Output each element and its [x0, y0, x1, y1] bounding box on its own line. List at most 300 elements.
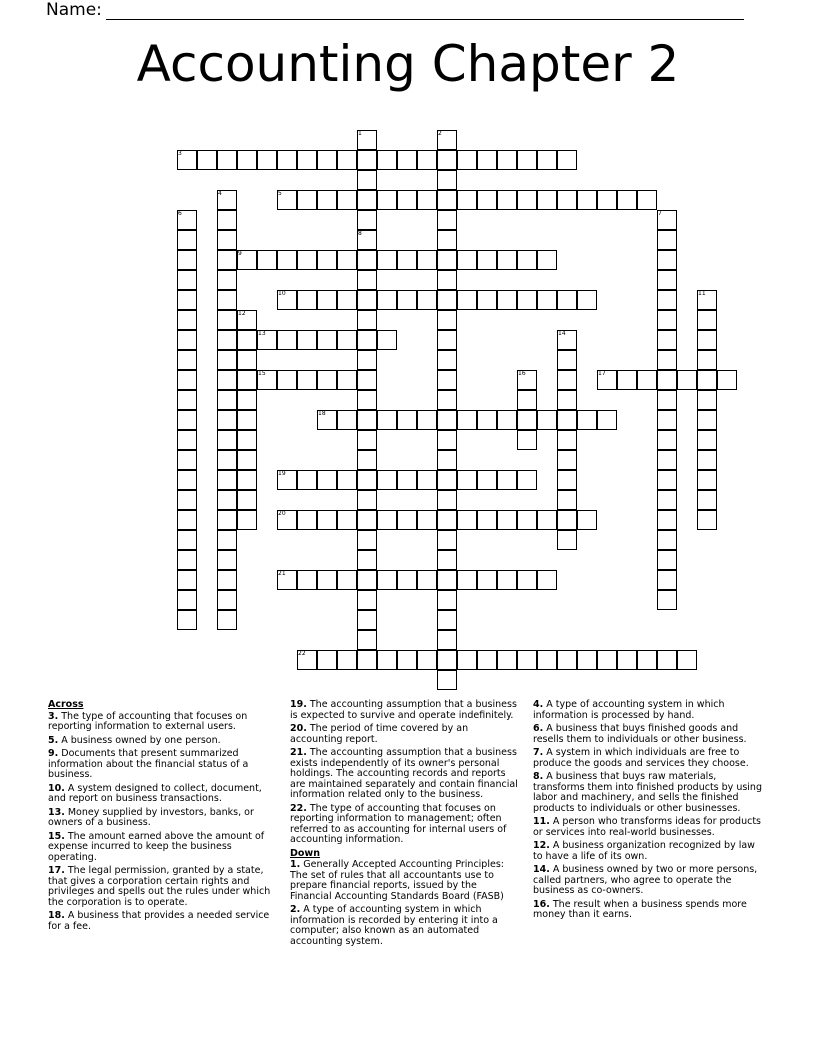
grid-cell[interactable]	[237, 350, 257, 370]
grid-cell[interactable]	[517, 470, 537, 490]
grid-cell[interactable]	[437, 450, 457, 470]
grid-cell[interactable]	[697, 430, 717, 450]
grid-cell[interactable]	[357, 530, 377, 550]
grid-cell[interactable]	[417, 190, 437, 210]
grid-cell[interactable]	[297, 470, 317, 490]
grid-cell[interactable]	[237, 430, 257, 450]
grid-cell[interactable]	[657, 270, 677, 290]
grid-cell[interactable]	[517, 510, 537, 530]
grid-cell[interactable]	[217, 330, 237, 350]
grid-cell[interactable]	[177, 250, 197, 270]
grid-cell[interactable]	[417, 290, 437, 310]
grid-cell[interactable]	[537, 150, 557, 170]
grid-cell[interactable]	[297, 570, 317, 590]
grid-cell[interactable]	[697, 510, 717, 530]
grid-cell[interactable]	[217, 230, 237, 250]
grid-cell[interactable]	[557, 450, 577, 470]
grid-cell[interactable]	[557, 350, 577, 370]
grid-cell[interactable]	[637, 370, 657, 390]
clue-text: Generally Accepted Accounting Principles: The set of rules that all accountants use to prepare financial reports, issued by the Financial Accounting Standards Board (FASB)	[290, 859, 504, 902]
grid-cell[interactable]	[437, 590, 457, 610]
grid-cell[interactable]	[177, 530, 197, 550]
grid-cell[interactable]	[617, 190, 637, 210]
grid-cell[interactable]	[397, 650, 417, 670]
grid-cell[interactable]	[497, 470, 517, 490]
grid-cell[interactable]	[697, 470, 717, 490]
grid-cell[interactable]	[317, 370, 337, 390]
grid-cell[interactable]	[277, 250, 297, 270]
grid-cell[interactable]	[517, 150, 537, 170]
grid-cell[interactable]	[377, 470, 397, 490]
grid-cell[interactable]	[377, 290, 397, 310]
grid-cell[interactable]	[657, 250, 677, 270]
clue-number-label: 16.	[533, 898, 550, 910]
grid-cell[interactable]	[357, 430, 377, 450]
grid-cell[interactable]	[437, 210, 457, 230]
grid-cell[interactable]	[637, 650, 657, 670]
grid-cell[interactable]	[397, 570, 417, 590]
grid-cell[interactable]	[177, 230, 197, 250]
grid-cell[interactable]	[177, 330, 197, 350]
down-clue-list	[290, 860, 518, 947]
grid-cell[interactable]	[677, 650, 697, 670]
grid-cell[interactable]	[357, 590, 377, 610]
clue-number-label: 17.	[48, 865, 65, 876]
grid-cell[interactable]	[177, 510, 197, 530]
grid-cell[interactable]	[597, 410, 617, 430]
grid-cell[interactable]	[437, 670, 457, 690]
grid-cell[interactable]	[357, 210, 377, 230]
grid-cell[interactable]	[237, 470, 257, 490]
grid-cell[interactable]	[317, 290, 337, 310]
grid-cell[interactable]	[177, 570, 197, 590]
grid-cell[interactable]	[377, 410, 397, 430]
grid-cell[interactable]	[237, 450, 257, 470]
grid-cell[interactable]	[497, 650, 517, 670]
clue-text: The accounting assumption that a business exists independently of its owner's personal holdings. The accounting records and reports are maintained separately and contain financial information related only to the business.	[290, 747, 518, 800]
grid-cell[interactable]	[357, 170, 377, 190]
grid-cell[interactable]	[217, 510, 237, 530]
grid-cell[interactable]	[417, 570, 437, 590]
grid-cell[interactable]	[417, 410, 437, 430]
grid-cell[interactable]	[517, 430, 537, 450]
grid-cell[interactable]	[217, 410, 237, 430]
grid-cell[interactable]	[577, 190, 597, 210]
grid-cell[interactable]	[437, 550, 457, 570]
grid-cell[interactable]	[357, 310, 377, 330]
grid-cell[interactable]	[477, 250, 497, 270]
grid-cell[interactable]	[357, 350, 377, 370]
grid-cell[interactable]	[377, 510, 397, 530]
clue-number: 3	[178, 150, 182, 157]
grid-cell[interactable]	[237, 390, 257, 410]
clue-number-label: 21.	[290, 747, 307, 758]
grid-cell[interactable]	[217, 470, 237, 490]
grid-cell[interactable]	[217, 210, 237, 230]
grid-cell[interactable]	[697, 490, 717, 510]
grid-cell[interactable]	[177, 610, 197, 630]
grid-cell[interactable]	[617, 370, 637, 390]
grid-cell[interactable]	[697, 390, 717, 410]
grid-cell[interactable]	[497, 570, 517, 590]
grid-cell[interactable]	[457, 470, 477, 490]
clue	[290, 860, 518, 902]
grid-cell[interactable]	[457, 510, 477, 530]
grid-cell[interactable]	[437, 390, 457, 410]
grid-cell[interactable]	[217, 270, 237, 290]
clue-number-label: 7.	[533, 747, 544, 758]
grid-cell[interactable]	[217, 570, 237, 590]
grid-cell[interactable]	[357, 610, 377, 630]
grid-cell[interactable]	[557, 190, 577, 210]
grid-cell[interactable]	[357, 390, 377, 410]
grid-cell[interactable]	[557, 650, 577, 670]
grid-cell[interactable]	[217, 290, 237, 310]
grid-cell[interactable]	[657, 470, 677, 490]
grid-cell[interactable]	[537, 650, 557, 670]
grid-cell[interactable]	[317, 190, 337, 210]
grid-cell[interactable]	[357, 490, 377, 510]
grid-cell[interactable]	[237, 330, 257, 350]
grid-cell[interactable]	[217, 530, 237, 550]
grid-cell[interactable]	[437, 350, 457, 370]
grid-cell[interactable]	[217, 390, 237, 410]
grid-cell[interactable]	[657, 510, 677, 530]
grid-cell[interactable]	[257, 250, 277, 270]
grid-cell[interactable]	[437, 270, 457, 290]
grid-cell[interactable]	[397, 150, 417, 170]
grid-cell[interactable]	[557, 470, 577, 490]
grid-cell[interactable]	[657, 310, 677, 330]
grid-cell[interactable]	[397, 510, 417, 530]
grid-cell[interactable]	[337, 150, 357, 170]
grid-cell[interactable]	[437, 470, 457, 490]
grid-cell[interactable]	[317, 250, 337, 270]
grid-cell[interactable]	[217, 590, 237, 610]
grid-cell[interactable]	[417, 250, 437, 270]
grid-cell[interactable]	[657, 330, 677, 350]
grid-cell[interactable]	[697, 330, 717, 350]
grid-cell[interactable]	[397, 410, 417, 430]
grid-cell[interactable]	[437, 310, 457, 330]
grid-cell[interactable]	[537, 250, 557, 270]
grid-cell[interactable]	[657, 550, 677, 570]
grid-cell[interactable]	[437, 150, 457, 170]
grid-cell[interactable]	[177, 450, 197, 470]
grid-cell[interactable]	[537, 190, 557, 210]
grid-cell[interactable]	[557, 410, 577, 430]
grid-cell[interactable]	[317, 570, 337, 590]
grid-cell[interactable]	[377, 330, 397, 350]
grid-cell[interactable]	[697, 410, 717, 430]
grid-cell[interactable]	[357, 190, 377, 210]
grid-cell[interactable]	[657, 590, 677, 610]
grid-cell[interactable]	[477, 150, 497, 170]
grid-cell[interactable]	[537, 290, 557, 310]
grid-cell[interactable]	[357, 270, 377, 290]
grid-cell[interactable]	[557, 490, 577, 510]
grid-cell[interactable]	[397, 190, 417, 210]
grid-cell[interactable]	[657, 290, 677, 310]
grid-cell[interactable]	[177, 430, 197, 450]
grid-cell[interactable]	[477, 510, 497, 530]
grid-cell[interactable]	[377, 150, 397, 170]
grid-cell[interactable]	[437, 230, 457, 250]
grid-cell[interactable]	[457, 410, 477, 430]
grid-cell[interactable]	[217, 250, 237, 270]
grid-cell[interactable]	[457, 290, 477, 310]
clue-number: 12	[238, 310, 246, 317]
grid-cell[interactable]	[577, 290, 597, 310]
grid-cell[interactable]	[657, 390, 677, 410]
grid-cell[interactable]	[577, 410, 597, 430]
grid-cell[interactable]	[277, 330, 297, 350]
grid-cell[interactable]	[497, 190, 517, 210]
grid-cell[interactable]	[497, 290, 517, 310]
grid-cell[interactable]	[377, 250, 397, 270]
grid-cell[interactable]	[357, 470, 377, 490]
grid-cell[interactable]	[537, 570, 557, 590]
grid-cell[interactable]	[657, 450, 677, 470]
grid-cell[interactable]	[237, 410, 257, 430]
grid-cell[interactable]	[457, 250, 477, 270]
grid-cell[interactable]	[357, 630, 377, 650]
grid-cell[interactable]	[337, 410, 357, 430]
grid-cell[interactable]	[177, 270, 197, 290]
grid-cell[interactable]	[657, 530, 677, 550]
grid-cell[interactable]	[337, 510, 357, 530]
grid-cell[interactable]	[397, 290, 417, 310]
clue-number: 22	[298, 650, 306, 657]
clue-number: 9	[238, 250, 242, 257]
grid-cell[interactable]	[357, 150, 377, 170]
grid-cell[interactable]	[437, 510, 457, 530]
grid-cell[interactable]	[557, 510, 577, 530]
grid-cell[interactable]	[597, 650, 617, 670]
grid-cell[interactable]	[357, 570, 377, 590]
grid-cell[interactable]	[457, 650, 477, 670]
grid-cell[interactable]	[657, 490, 677, 510]
grid-cell[interactable]	[657, 410, 677, 430]
clue-text: The type of accounting that focuses on reporting information to external users.	[48, 710, 248, 732]
grid-cell[interactable]	[497, 150, 517, 170]
grid-cell[interactable]	[177, 550, 197, 570]
grid-cell[interactable]	[477, 410, 497, 430]
grid-cell[interactable]	[577, 650, 597, 670]
grid-cell[interactable]	[697, 350, 717, 370]
grid-cell[interactable]	[217, 450, 237, 470]
grid-cell[interactable]	[297, 370, 317, 390]
grid-cell[interactable]	[317, 510, 337, 530]
grid-cell[interactable]	[497, 410, 517, 430]
grid-cell[interactable]	[217, 430, 237, 450]
grid-cell[interactable]	[657, 350, 677, 370]
grid-cell[interactable]	[357, 410, 377, 430]
clue-number-label: 2.	[290, 904, 301, 915]
grid-cell[interactable]	[417, 150, 437, 170]
grid-cell[interactable]	[437, 190, 457, 210]
grid-cell[interactable]	[217, 490, 237, 510]
grid-cell[interactable]	[677, 370, 697, 390]
grid-cell[interactable]	[377, 570, 397, 590]
grid-cell[interactable]	[357, 650, 377, 670]
grid-cell[interactable]	[237, 490, 257, 510]
grid-cell[interactable]	[237, 370, 257, 390]
grid-cell[interactable]	[657, 230, 677, 250]
grid-cell[interactable]	[317, 150, 337, 170]
grid-cell[interactable]	[637, 190, 657, 210]
grid-cell[interactable]	[297, 290, 317, 310]
grid-cell[interactable]	[417, 470, 437, 490]
grid-cell[interactable]	[477, 290, 497, 310]
grid-cell[interactable]	[237, 510, 257, 530]
grid-cell[interactable]	[557, 390, 577, 410]
grid-cell[interactable]	[517, 190, 537, 210]
grid-cell[interactable]	[437, 330, 457, 350]
grid-cell[interactable]	[177, 490, 197, 510]
grid-cell[interactable]	[497, 250, 517, 270]
grid-cell[interactable]	[537, 410, 557, 430]
grid-cell[interactable]	[177, 470, 197, 490]
grid-cell[interactable]	[557, 430, 577, 450]
clue-number-label: 18.	[48, 910, 65, 921]
grid-cell[interactable]	[397, 250, 417, 270]
grid-cell[interactable]	[577, 510, 597, 530]
grid-cell[interactable]	[437, 530, 457, 550]
grid-cell[interactable]	[517, 650, 537, 670]
grid-cell[interactable]	[297, 250, 317, 270]
grid-cell[interactable]	[537, 510, 557, 530]
grid-cell[interactable]	[437, 250, 457, 270]
grid-cell[interactable]	[337, 370, 357, 390]
grid-cell[interactable]	[517, 410, 537, 430]
grid-cell[interactable]	[177, 290, 197, 310]
grid-cell[interactable]	[437, 630, 457, 650]
grid-cell[interactable]	[297, 150, 317, 170]
grid-cell[interactable]	[657, 430, 677, 450]
grid-cell[interactable]	[217, 150, 237, 170]
grid-cell[interactable]	[177, 410, 197, 430]
grid-cell[interactable]	[277, 370, 297, 390]
grid-cell[interactable]	[337, 250, 357, 270]
grid-cell[interactable]	[217, 370, 237, 390]
grid-cell[interactable]	[717, 370, 737, 390]
grid-cell[interactable]	[517, 250, 537, 270]
grid-cell[interactable]	[297, 190, 317, 210]
grid-cell[interactable]	[657, 570, 677, 590]
grid-cell[interactable]	[497, 510, 517, 530]
grid-cell[interactable]	[177, 310, 197, 330]
grid-cell[interactable]	[557, 530, 577, 550]
grid-cell[interactable]	[597, 190, 617, 210]
grid-cell[interactable]	[357, 370, 377, 390]
grid-cell[interactable]	[477, 190, 497, 210]
grid-cell[interactable]	[417, 650, 437, 670]
grid-cell[interactable]	[217, 550, 237, 570]
grid-cell[interactable]	[517, 570, 537, 590]
grid-cell[interactable]	[217, 610, 237, 630]
clue-text: The type of accounting that focuses on reporting information to management; often referred to as accounting for internal users of accounting information.	[290, 802, 507, 845]
grid-cell[interactable]	[437, 570, 457, 590]
grid-cell[interactable]	[357, 250, 377, 270]
grid-cell[interactable]	[337, 330, 357, 350]
grid-cell[interactable]	[357, 290, 377, 310]
grid-cell[interactable]	[657, 370, 677, 390]
grid-cell[interactable]	[557, 150, 577, 170]
grid-cell[interactable]	[357, 450, 377, 470]
grid-cell[interactable]	[357, 510, 377, 530]
grid-cell[interactable]	[297, 510, 317, 530]
grid-cell[interactable]	[697, 310, 717, 330]
grid-cell[interactable]	[697, 450, 717, 470]
grid-cell[interactable]	[557, 370, 577, 390]
grid-cell[interactable]	[697, 370, 717, 390]
grid-cell[interactable]	[317, 470, 337, 490]
grid-cell[interactable]	[437, 430, 457, 450]
grid-cell[interactable]	[337, 470, 357, 490]
grid-cell[interactable]	[377, 190, 397, 210]
grid-cell[interactable]	[377, 650, 397, 670]
grid-cell[interactable]	[177, 590, 197, 610]
grid-cell[interactable]	[177, 390, 197, 410]
clue-text: The result when a business spends more money than it earns.	[533, 898, 747, 920]
grid-cell[interactable]	[337, 650, 357, 670]
grid-cell[interactable]	[437, 170, 457, 190]
grid-cell[interactable]	[277, 150, 297, 170]
grid-cell[interactable]	[417, 510, 437, 530]
grid-cell[interactable]	[337, 190, 357, 210]
grid-cell[interactable]	[217, 350, 237, 370]
grid-cell[interactable]	[197, 150, 217, 170]
grid-cell[interactable]	[517, 390, 537, 410]
grid-cell[interactable]	[337, 570, 357, 590]
grid-cell[interactable]	[477, 470, 497, 490]
grid-cell[interactable]	[477, 570, 497, 590]
grid-cell[interactable]	[457, 150, 477, 170]
clue-text: A system designed to collect, document, and report on business transactions.	[48, 782, 262, 804]
grid-cell[interactable]	[657, 650, 677, 670]
grid-cell[interactable]	[177, 370, 197, 390]
grid-cell[interactable]	[257, 150, 277, 170]
grid-cell[interactable]	[357, 550, 377, 570]
grid-cell[interactable]	[177, 350, 197, 370]
clue-number-label: 11.	[533, 816, 550, 827]
grid-cell[interactable]	[237, 150, 257, 170]
grid-cell[interactable]	[317, 330, 337, 350]
grid-cell[interactable]	[477, 650, 497, 670]
grid-cell[interactable]	[437, 610, 457, 630]
grid-cell[interactable]	[357, 330, 377, 350]
grid-cell[interactable]	[517, 290, 537, 310]
grid-cell[interactable]	[297, 330, 317, 350]
grid-cell[interactable]	[457, 190, 477, 210]
grid-cell[interactable]	[217, 310, 237, 330]
grid-cell[interactable]	[437, 490, 457, 510]
grid-cell[interactable]	[437, 370, 457, 390]
clue	[533, 900, 765, 921]
clue-text: A business that provides a needed service for a fee.	[48, 910, 270, 932]
grid-cell[interactable]	[437, 650, 457, 670]
clue	[48, 911, 274, 932]
grid-cell[interactable]	[617, 650, 637, 670]
grid-cell[interactable]	[337, 290, 357, 310]
grid-cell[interactable]	[397, 470, 417, 490]
grid-cell[interactable]	[437, 290, 457, 310]
grid-cell[interactable]	[437, 410, 457, 430]
grid-cell[interactable]	[557, 290, 577, 310]
grid-cell[interactable]	[317, 650, 337, 670]
grid-cell[interactable]	[457, 570, 477, 590]
